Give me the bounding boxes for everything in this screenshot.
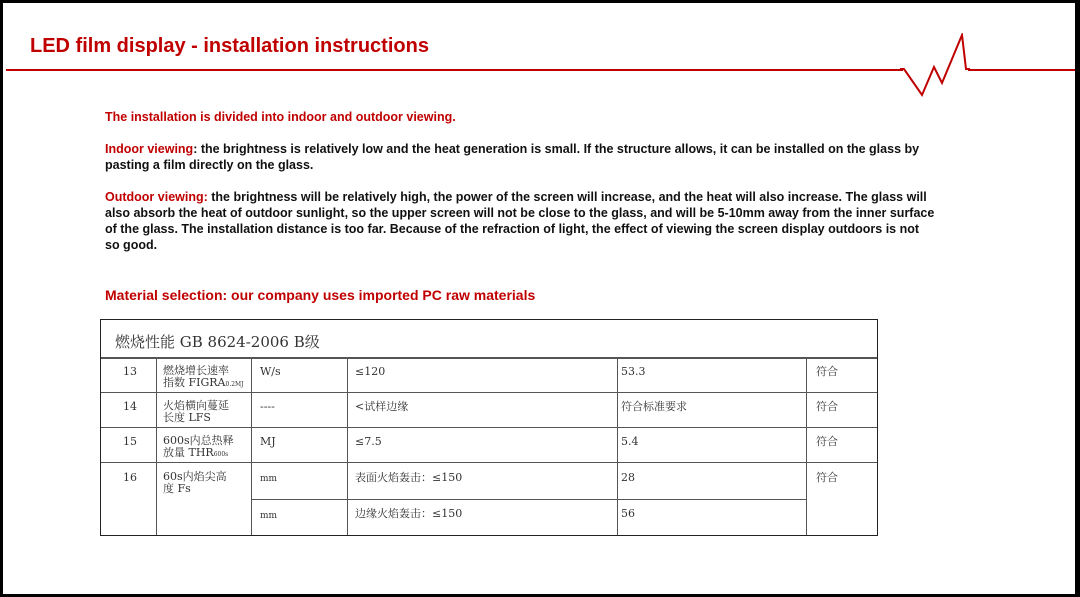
indoor-text: : the brightness is relatively low and the heat generation is small. If the structure allows, it can be installed on the glass by pasting a film directly on the glass. (105, 142, 920, 172)
table-col-divider (806, 358, 807, 535)
flammability-table (100, 319, 878, 536)
verdict-cell: 符合 (816, 365, 838, 378)
row-number: 16 (123, 471, 137, 484)
table-heading: 燃烧性能 GB 8624-2006 B级 (115, 333, 320, 351)
requirement-cell: ≤7.5 (355, 435, 382, 448)
outdoor-paragraph (105, 189, 935, 253)
row-number: 13 (123, 365, 137, 378)
material-selection-heading: Material selection: our company uses imported PC raw materials (105, 287, 536, 303)
row-number: 15 (123, 435, 137, 448)
slide (3, 3, 1075, 594)
result-cell: 56 (621, 507, 635, 520)
table-col-divider (251, 358, 252, 535)
item-name-line2: 放量 THR600s (163, 446, 229, 459)
result-cell: 5.4 (621, 435, 639, 448)
intro-text: The installation is divided into indoor and outdoor viewing. (105, 110, 456, 124)
unit-cell: mm (260, 511, 278, 521)
item-name-line1: 燃烧增长速率 (163, 364, 229, 377)
item-name-line2: 度 Fs (163, 482, 191, 495)
verdict-cell: 符合 (816, 471, 838, 484)
table-rule (101, 462, 877, 463)
outdoor-text: the brightness will be relatively high, the power of the screen will increase, and the heat will also increase. The glass will also absorb the heat of outdoor sunlight, so the upper screen will not be close to the glass, and will be 5-10mm away from the inner surface of the glass. The installation distance is too far. Because of the refraction of light, the effect of viewing the screen display outdoors is not so good. (105, 190, 935, 252)
indoor-paragraph (105, 141, 935, 173)
indoor-label: Indoor viewing (105, 142, 194, 156)
requirement-cell: 表面火焰轰击：≤150 (355, 471, 463, 484)
table-rule (251, 499, 806, 500)
unit-cell: ---- (260, 400, 275, 413)
table-col-divider (347, 358, 348, 535)
item-name-line1: 60s内焰尖高 (163, 470, 227, 483)
title-underline (6, 69, 903, 71)
outdoor-label: Outdoor viewing: (105, 190, 208, 204)
row-number: 14 (123, 400, 137, 413)
table-rule (101, 357, 877, 359)
verdict-cell: 符合 (816, 400, 838, 413)
unit-cell: mm (260, 474, 278, 484)
item-name-line2: 指数 FIGRA0.2MJ (163, 376, 244, 389)
result-cell: 符合标准要求 (621, 400, 687, 413)
slide-title: LED film display - installation instructions (30, 35, 429, 57)
table-col-divider (617, 358, 618, 535)
verdict-cell: 符合 (816, 435, 838, 448)
table-rule (101, 392, 877, 393)
heartbeat-icon (900, 33, 970, 99)
result-cell: 28 (621, 471, 635, 484)
result-cell: 53.3 (621, 365, 646, 378)
table-rule (101, 427, 877, 428)
requirement-cell: 边缘火焰轰击：≤150 (355, 507, 463, 520)
item-name-line1: 火焰横向蔓延 (163, 399, 229, 412)
table-col-divider (156, 358, 157, 535)
title-underline-right (968, 69, 1075, 71)
unit-cell: MJ (260, 435, 276, 448)
unit-cell: W/s (260, 365, 281, 378)
item-name-line2: 长度 LFS (163, 411, 211, 424)
requirement-cell: ≤120 (355, 365, 386, 378)
requirement-cell: <试样边缘 (355, 400, 409, 413)
item-name-line1: 600s内总热释 (163, 434, 234, 447)
